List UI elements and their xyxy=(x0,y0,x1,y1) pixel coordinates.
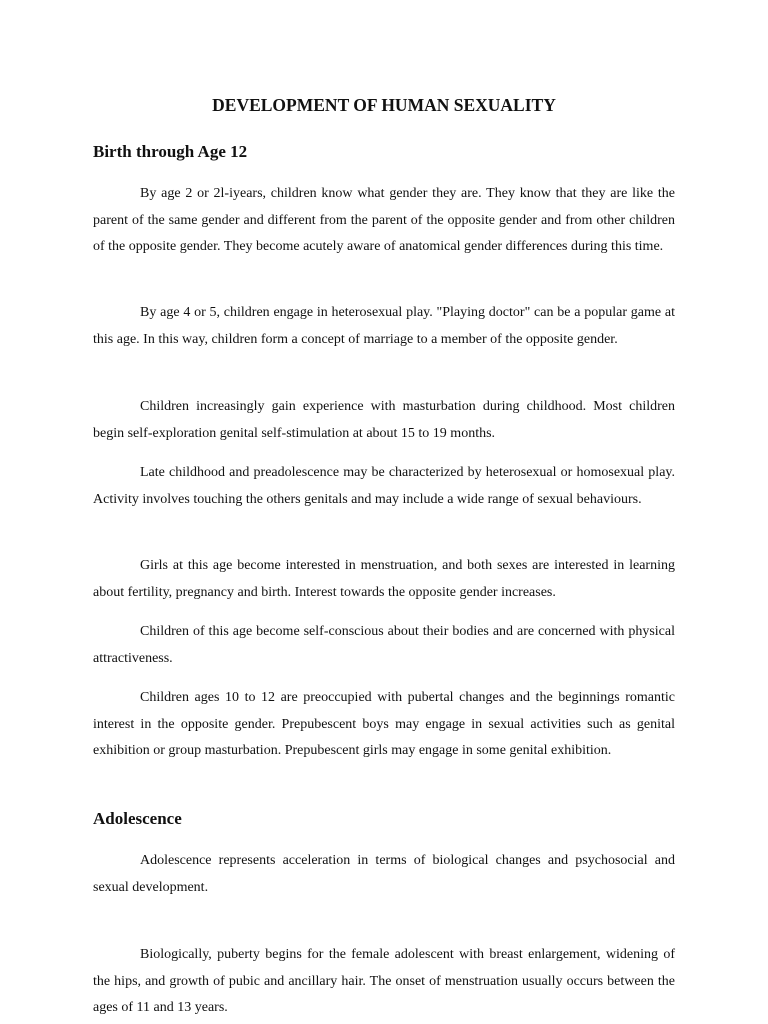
paragraph-masturbation: Children increasingly gain experience with masturbation during childhood. Most children begin self-exploration genital self-stimulation at about 15 to 19 months. xyxy=(93,399,675,441)
section-heading-adolescence: Adolescence xyxy=(93,809,182,828)
paragraph-heterosexual-play: By age 4 or 5, children engage in heterosexual play. "Playing doctor" can be a popular game at this age. In this way, children form a concept of marriage to a member of the opposite gender. xyxy=(93,305,675,347)
section-heading-birth-through-age-12: Birth through Age 12 xyxy=(93,142,248,161)
paragraph-preadolescence: Late childhood and preadolescence may be characterized by heterosexual or homosexual play. Activity involves touching the others genitals and may include a wide range of sexual behaviours. xyxy=(93,465,675,507)
paragraph-self-conscious: Children of this age become self-conscious about their bodies and are concerned with physical attractiveness. xyxy=(93,624,675,666)
paragraph-adolescence-acceleration: Adolescence represents acceleration in terms of biological changes and psychosocial and sexual development. xyxy=(93,853,675,895)
paragraph-puberty-female: Biologically, puberty begins for the female adolescent with breast enlargement, widening of the hips, and growth of pubic and ancillary hair. The onset of menstruation usually occurs between the ages of 11 and 13 years. xyxy=(93,947,675,1015)
document-title: DEVELOPMENT OF HUMAN SEXUALITY xyxy=(212,95,556,115)
paragraph-pubertal-changes: Children ages 10 to 12 are preoccupied with pubertal changes and the beginnings romantic interest in the opposite gender. Prepubescent boys may engage in sexual activities such as genital exhibition or group masturbation. Prepubescent girls may engage in some genital exhibition. xyxy=(93,690,675,758)
paragraph-menstruation-interest: Girls at this age become interested in menstruation, and both sexes are interested in learning about fertility, pregnancy and birth. Interest towards the opposite gender increases. xyxy=(93,558,675,600)
paragraph-gender-awareness: By age 2 or 2l-iyears, children know what gender they are. They know that they are like the parent of the same gender and different from the parent of the opposite gender and from other children of the opposite gender. They become acutely aware of anatomical gender differences during this time. xyxy=(93,186,675,254)
